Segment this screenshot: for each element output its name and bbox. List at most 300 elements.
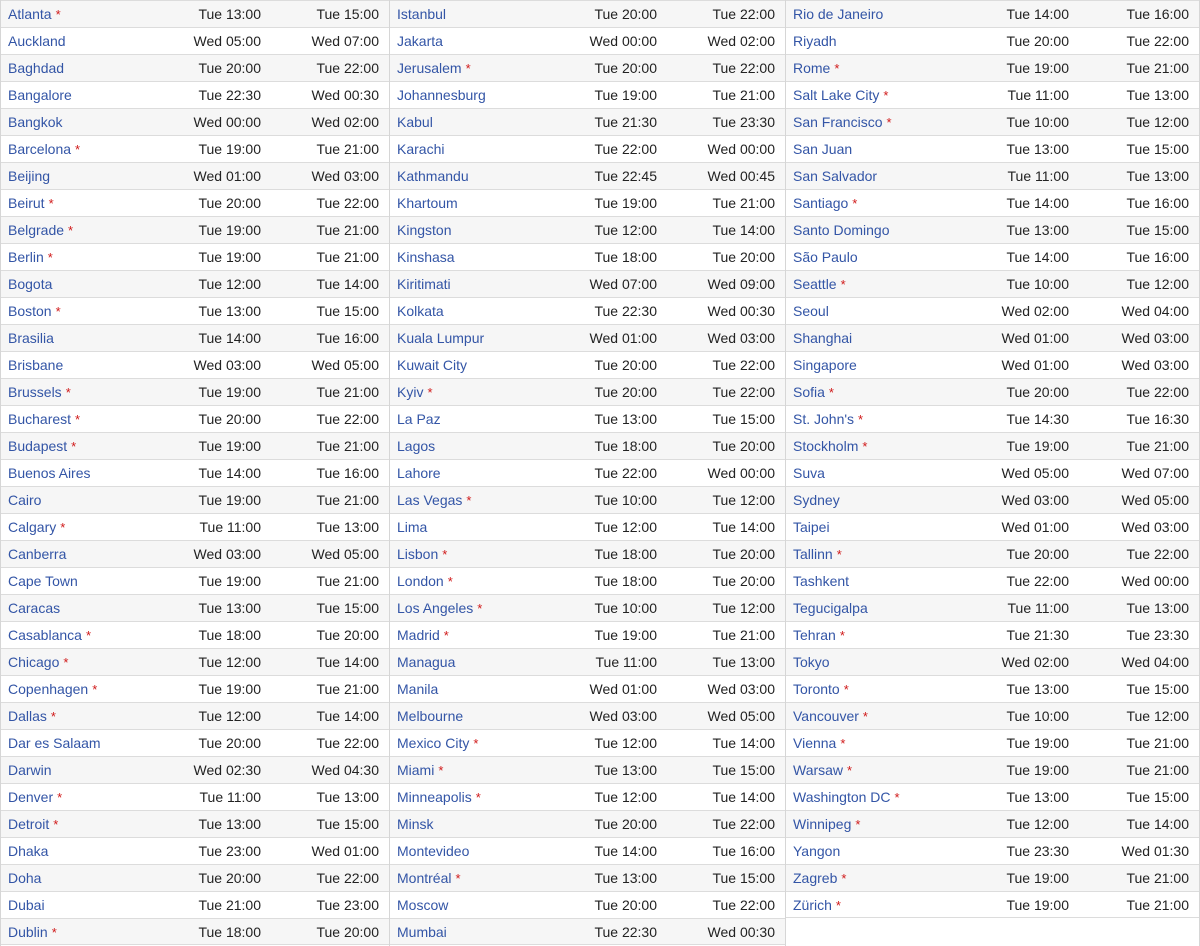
city-link[interactable]: Taipei xyxy=(793,519,830,535)
table-row xyxy=(1,243,389,270)
dst-asterisk: * xyxy=(475,790,481,805)
city-link[interactable]: Calgary xyxy=(8,519,57,535)
city-link[interactable]: La Paz xyxy=(397,411,441,427)
city-link[interactable]: Mexico City xyxy=(397,735,470,751)
dst-asterisk: * xyxy=(442,547,448,562)
time-cell-first: Tue 11:00 xyxy=(595,654,657,670)
city-cell xyxy=(793,843,840,860)
city-link[interactable]: Minsk xyxy=(397,816,434,832)
city-link[interactable]: Miami xyxy=(397,762,435,778)
time-cell-first: Tue 19:00 xyxy=(1006,438,1069,454)
time-cell-first: Tue 22:30 xyxy=(594,924,657,940)
time-cell-second: Tue 16:00 xyxy=(1126,195,1189,211)
city-cell xyxy=(793,330,852,347)
time-cell-second: Wed 00:30 xyxy=(707,924,775,940)
city-link[interactable]: Doha xyxy=(8,870,42,886)
table-row xyxy=(390,432,785,459)
table-row xyxy=(390,0,785,27)
city-link[interactable]: Tehran xyxy=(793,627,836,643)
city-link[interactable]: Winnipeg xyxy=(793,816,852,832)
table-row xyxy=(390,135,785,162)
time-cell-second: Tue 16:30 xyxy=(1126,411,1189,427)
table-row xyxy=(786,513,1199,540)
dst-asterisk: * xyxy=(55,7,61,22)
city-link[interactable]: Lahore xyxy=(397,465,441,481)
time-cell-first: Wed 01:00 xyxy=(1001,330,1069,346)
dst-asterisk: * xyxy=(883,88,889,103)
table-row xyxy=(390,540,785,567)
city-link[interactable]: Kyiv xyxy=(397,384,424,400)
city-link[interactable]: Suva xyxy=(793,465,825,481)
city-cell xyxy=(397,924,447,941)
time-cell-first: Tue 18:00 xyxy=(594,546,657,562)
table-row xyxy=(786,405,1199,432)
city-link[interactable]: Kiritimati xyxy=(397,276,451,292)
city-cell xyxy=(793,519,830,536)
time-cell-first: Tue 12:00 xyxy=(594,789,657,805)
city-link[interactable]: Moscow xyxy=(397,897,449,913)
time-cell-first: Tue 19:00 xyxy=(198,384,261,400)
time-cell-second: Tue 22:00 xyxy=(712,6,775,22)
table-row xyxy=(390,567,785,594)
city-link[interactable]: Istanbul xyxy=(397,6,447,22)
city-link[interactable]: Madrid xyxy=(397,627,440,643)
city-link[interactable]: Lagos xyxy=(397,438,436,454)
city-link[interactable]: Dhaka xyxy=(8,843,49,859)
time-cell-second: Tue 14:00 xyxy=(712,789,775,805)
dst-asterisk: * xyxy=(48,196,54,211)
city-link[interactable]: Kuwait City xyxy=(397,357,468,373)
time-cell-second: Tue 22:00 xyxy=(316,735,379,751)
city-cell xyxy=(8,276,52,293)
city-link[interactable]: Kathmandu xyxy=(397,168,469,184)
table-row xyxy=(1,216,389,243)
time-cell-second: Tue 21:00 xyxy=(316,141,379,157)
table-row xyxy=(390,216,785,243)
dst-asterisk: * xyxy=(862,709,868,724)
city-link[interactable]: San Francisco xyxy=(793,114,883,130)
city-cell xyxy=(8,114,62,131)
time-cell-first: Wed 07:00 xyxy=(589,276,657,292)
city-cell xyxy=(8,573,78,590)
city-link[interactable]: Vancouver xyxy=(793,708,859,724)
city-link[interactable]: Bogota xyxy=(8,276,53,292)
city-link[interactable]: Brussels xyxy=(8,384,62,400)
city-cell xyxy=(8,816,58,833)
city-cell xyxy=(8,843,48,860)
city-cell xyxy=(397,303,444,320)
city-link[interactable]: Singapore xyxy=(793,357,857,373)
city-link[interactable]: Darwin xyxy=(8,762,52,778)
city-link[interactable]: Yangon xyxy=(793,843,841,859)
table-row xyxy=(390,837,785,864)
dst-asterisk: * xyxy=(852,196,858,211)
city-cell xyxy=(8,438,76,455)
city-link[interactable]: Manila xyxy=(397,681,439,697)
city-cell xyxy=(793,789,900,806)
time-cell-second: Tue 13:00 xyxy=(712,654,775,670)
table-row xyxy=(390,27,785,54)
city-cell xyxy=(793,276,846,293)
time-cell-second: Tue 21:00 xyxy=(316,681,379,697)
time-cell-second: Wed 05:00 xyxy=(707,708,775,724)
time-cell-first: Tue 18:00 xyxy=(198,627,261,643)
time-cell-first: Tue 20:00 xyxy=(198,60,261,76)
table-row xyxy=(390,81,785,108)
table-row xyxy=(786,135,1199,162)
time-cell-first: Tue 10:00 xyxy=(594,492,657,508)
city-link[interactable]: Beirut xyxy=(8,195,45,211)
city-link[interactable]: Dubai xyxy=(8,897,45,913)
city-link[interactable]: Atlanta xyxy=(8,6,52,22)
city-link[interactable]: Rome xyxy=(793,60,831,76)
city-link[interactable]: Washington DC xyxy=(793,789,891,805)
city-link[interactable]: Vienna xyxy=(793,735,837,751)
table-row xyxy=(390,648,785,675)
city-cell xyxy=(397,789,481,806)
city-cell xyxy=(8,897,45,914)
city-link[interactable]: Dar es Salaam xyxy=(8,735,101,751)
table-row xyxy=(786,378,1199,405)
city-link[interactable]: Baghdad xyxy=(8,60,65,76)
city-cell xyxy=(793,762,852,779)
dst-asterisk: * xyxy=(466,493,472,508)
time-cell-second: Wed 05:00 xyxy=(311,357,379,373)
table-row xyxy=(390,513,785,540)
time-cell-second: Tue 16:00 xyxy=(316,465,379,481)
city-link[interactable]: Johannesburg xyxy=(397,87,486,103)
time-cell-first: Tue 20:00 xyxy=(198,870,261,886)
city-cell xyxy=(793,465,825,482)
time-cell-first: Tue 11:00 xyxy=(199,519,261,535)
time-cell-first: Tue 13:00 xyxy=(198,816,261,832)
city-link[interactable]: Seoul xyxy=(793,303,829,319)
city-cell xyxy=(397,87,486,104)
time-cell-second: Tue 21:00 xyxy=(1126,60,1189,76)
city-cell xyxy=(793,600,868,617)
city-link[interactable]: Lima xyxy=(397,519,428,535)
city-link[interactable]: Cairo xyxy=(8,492,42,508)
time-cell-second: Tue 12:00 xyxy=(1126,114,1189,130)
table-row xyxy=(1,540,389,567)
time-cell-second: Tue 23:00 xyxy=(316,897,379,913)
time-cell-first: Tue 13:00 xyxy=(1006,141,1069,157)
dst-asterisk: * xyxy=(894,790,900,805)
time-cell-first: Tue 22:00 xyxy=(1006,573,1069,589)
city-link[interactable]: San Juan xyxy=(793,141,853,157)
time-cell-first: Wed 00:00 xyxy=(589,33,657,49)
table-row xyxy=(390,756,785,783)
table-row xyxy=(786,81,1199,108)
city-cell xyxy=(397,60,471,77)
time-cell-first: Tue 22:45 xyxy=(594,168,657,184)
table-row xyxy=(390,729,785,756)
city-link[interactable]: Los Angeles xyxy=(397,600,474,616)
city-link[interactable]: Barcelona xyxy=(8,141,72,157)
city-cell xyxy=(8,762,52,779)
time-cell-first: Wed 01:00 xyxy=(1001,357,1069,373)
city-link[interactable]: Zagreb xyxy=(793,870,838,886)
time-cell-second: Wed 03:00 xyxy=(311,168,379,184)
dst-asterisk: * xyxy=(92,682,98,697)
time-cell-first: Tue 19:00 xyxy=(198,141,261,157)
time-cell-second: Tue 22:00 xyxy=(316,870,379,886)
time-cell-first: Tue 13:00 xyxy=(594,411,657,427)
city-link[interactable]: Seattle xyxy=(793,276,837,292)
city-link[interactable]: Karachi xyxy=(397,141,445,157)
city-link[interactable]: Dallas xyxy=(8,708,47,724)
city-cell xyxy=(397,276,451,293)
city-link[interactable]: Cape Town xyxy=(8,573,78,589)
table-row xyxy=(786,486,1199,513)
time-cell-second: Wed 09:00 xyxy=(707,276,775,292)
time-cell-second: Wed 00:30 xyxy=(311,87,379,103)
time-cell-first: Tue 13:00 xyxy=(198,600,261,616)
city-cell xyxy=(397,249,455,266)
table-row xyxy=(1,729,389,756)
time-cell-second: Tue 23:30 xyxy=(1126,627,1189,643)
table-row xyxy=(1,756,389,783)
city-link[interactable]: Rio de Janeiro xyxy=(793,6,884,22)
city-cell xyxy=(397,114,433,131)
city-cell xyxy=(793,141,852,158)
table-row xyxy=(786,648,1199,675)
city-link[interactable]: Brisbane xyxy=(8,357,64,373)
city-cell xyxy=(397,33,443,50)
city-link[interactable]: Khartoum xyxy=(397,195,458,211)
table-row xyxy=(390,243,785,270)
time-cell-first: Tue 18:00 xyxy=(594,573,657,589)
city-link[interactable]: Sydney xyxy=(793,492,840,508)
city-link[interactable]: Kinshasa xyxy=(397,249,455,265)
city-link[interactable]: Copenhagen xyxy=(8,681,89,697)
time-cell-first: Wed 02:00 xyxy=(1001,654,1069,670)
time-cell-first: Tue 14:00 xyxy=(198,465,261,481)
city-cell xyxy=(8,168,50,185)
city-cell xyxy=(8,924,57,941)
city-link[interactable]: Belgrade xyxy=(8,222,65,238)
city-link[interactable]: Casablanca xyxy=(8,627,82,643)
time-cell-second: Tue 15:00 xyxy=(316,600,379,616)
city-link[interactable]: Tegucigalpa xyxy=(793,600,868,616)
city-link[interactable]: Lisbon xyxy=(397,546,439,562)
city-cell xyxy=(793,492,840,509)
table-row xyxy=(390,459,785,486)
city-link[interactable]: Caracas xyxy=(8,600,61,616)
city-link[interactable]: Toronto xyxy=(793,681,840,697)
city-link[interactable]: Tashkent xyxy=(793,573,850,589)
time-cell-second: Tue 12:00 xyxy=(712,600,775,616)
city-cell xyxy=(397,465,441,482)
city-link[interactable]: Budapest xyxy=(8,438,68,454)
table-row xyxy=(1,837,389,864)
time-cell-second: Wed 01:30 xyxy=(1121,843,1189,859)
time-cell-second: Tue 13:00 xyxy=(1126,87,1189,103)
city-link[interactable]: Buenos Aires xyxy=(8,465,91,481)
city-link[interactable]: Las Vegas xyxy=(397,492,463,508)
city-link[interactable]: Chicago xyxy=(8,654,60,670)
time-cell-second: Tue 20:00 xyxy=(712,546,775,562)
time-cell-first: Wed 05:00 xyxy=(193,33,261,49)
time-cell-first: Tue 22:00 xyxy=(594,141,657,157)
city-column-1 xyxy=(0,0,389,946)
time-cell-second: Tue 15:00 xyxy=(712,870,775,886)
time-cell-second: Wed 03:00 xyxy=(1121,330,1189,346)
city-link[interactable]: Boston xyxy=(8,303,52,319)
city-link[interactable]: Bangalore xyxy=(8,87,72,103)
table-row xyxy=(390,702,785,729)
time-cell-second: Tue 23:30 xyxy=(712,114,775,130)
time-cell-first: Wed 01:00 xyxy=(589,330,657,346)
city-cell xyxy=(397,843,469,860)
city-cell xyxy=(793,303,829,320)
city-link[interactable]: Riyadh xyxy=(793,33,837,49)
time-cell-second: Wed 00:00 xyxy=(707,465,775,481)
time-cell-second: Tue 22:00 xyxy=(712,60,775,76)
city-cell xyxy=(8,654,68,671)
city-link[interactable]: Detroit xyxy=(8,816,50,832)
table-row xyxy=(390,270,785,297)
time-cell-first: Tue 14:00 xyxy=(1006,195,1069,211)
table-row xyxy=(786,675,1199,702)
time-cell-first: Wed 01:00 xyxy=(1001,519,1069,535)
city-link[interactable]: Beijing xyxy=(8,168,51,184)
dst-asterisk: * xyxy=(57,790,63,805)
city-link[interactable]: Berlin xyxy=(8,249,44,265)
time-cell-first: Tue 22:30 xyxy=(594,303,657,319)
city-link[interactable]: Canberra xyxy=(8,546,67,562)
time-cell-second: Wed 01:00 xyxy=(311,843,379,859)
table-row xyxy=(786,567,1199,594)
city-link[interactable]: Warsaw xyxy=(793,762,844,778)
time-cell-second: Wed 04:00 xyxy=(1121,654,1189,670)
dst-asterisk: * xyxy=(828,385,834,400)
time-cell-second: Tue 22:00 xyxy=(712,357,775,373)
dst-asterisk: * xyxy=(477,601,483,616)
city-link[interactable]: Brasilia xyxy=(8,330,54,346)
table-row xyxy=(1,513,389,540)
city-link[interactable]: Dublin xyxy=(8,924,48,940)
city-cell xyxy=(397,384,433,401)
city-cell xyxy=(8,33,66,50)
city-link[interactable]: Melbourne xyxy=(397,708,464,724)
dst-asterisk: * xyxy=(840,736,846,751)
table-row xyxy=(390,162,785,189)
time-cell-first: Tue 12:00 xyxy=(198,276,261,292)
table-row xyxy=(1,324,389,351)
table-row xyxy=(390,621,785,648)
table-row xyxy=(390,378,785,405)
time-cell-second: Tue 15:00 xyxy=(1126,789,1189,805)
city-cell xyxy=(8,222,73,239)
city-cell xyxy=(8,519,65,536)
city-link[interactable]: Jakarta xyxy=(397,33,443,49)
time-cell-first: Wed 03:00 xyxy=(1001,492,1069,508)
city-cell xyxy=(793,708,868,725)
time-cell-first: Tue 12:00 xyxy=(594,519,657,535)
city-link[interactable]: Kabul xyxy=(397,114,433,130)
time-cell-first: Tue 19:00 xyxy=(198,438,261,454)
table-row xyxy=(786,54,1199,81)
table-row xyxy=(390,108,785,135)
city-cell xyxy=(8,6,61,23)
city-cell xyxy=(793,897,841,914)
city-link[interactable]: Tokyo xyxy=(793,654,830,670)
city-cell xyxy=(8,60,64,77)
city-cell xyxy=(397,438,435,455)
dst-asterisk: * xyxy=(65,385,71,400)
city-link[interactable]: Kingston xyxy=(397,222,452,238)
city-link[interactable]: Managua xyxy=(397,654,456,670)
table-row xyxy=(1,81,389,108)
time-cell-second: Tue 20:00 xyxy=(316,627,379,643)
city-link[interactable]: Denver xyxy=(8,789,54,805)
time-cell-second: Wed 04:30 xyxy=(311,762,379,778)
city-cell xyxy=(8,600,60,617)
city-link[interactable]: Kuala Lumpur xyxy=(397,330,485,346)
city-link[interactable]: Montréal xyxy=(397,870,452,886)
city-link[interactable]: Shanghai xyxy=(793,330,853,346)
city-link[interactable]: Bucharest xyxy=(8,411,72,427)
time-cell-first: Tue 20:00 xyxy=(1006,33,1069,49)
time-cell-second: Wed 05:00 xyxy=(1121,492,1189,508)
time-cell-second: Tue 15:00 xyxy=(712,411,775,427)
table-row xyxy=(390,54,785,81)
city-cell xyxy=(793,735,845,752)
city-link[interactable]: Mumbai xyxy=(397,924,447,940)
city-cell xyxy=(397,411,441,428)
table-row xyxy=(786,837,1199,864)
city-link[interactable]: Bangkok xyxy=(8,114,63,130)
city-link[interactable]: São Paulo xyxy=(793,249,858,265)
city-link[interactable]: Santo Domingo xyxy=(793,222,890,238)
time-cell-second: Tue 13:00 xyxy=(316,519,379,535)
city-link[interactable]: Sofia xyxy=(793,384,825,400)
dst-asterisk: * xyxy=(836,547,842,562)
time-cell-second: Wed 02:00 xyxy=(707,33,775,49)
table-row xyxy=(1,351,389,378)
time-cell-first: Tue 19:00 xyxy=(1006,735,1069,751)
city-link[interactable]: Stockholm xyxy=(793,438,859,454)
city-link[interactable]: Tallinn xyxy=(793,546,833,562)
city-cell xyxy=(397,654,455,671)
time-cell-first: Tue 20:00 xyxy=(594,357,657,373)
time-cell-second: Tue 22:00 xyxy=(316,195,379,211)
city-link[interactable]: Jerusalem xyxy=(397,60,462,76)
time-cell-second: Tue 14:00 xyxy=(712,735,775,751)
table-row xyxy=(390,405,785,432)
city-link[interactable]: Zürich xyxy=(793,897,832,913)
time-cell-second: Tue 12:00 xyxy=(1126,708,1189,724)
city-link[interactable]: Minneapolis xyxy=(397,789,472,805)
city-link[interactable]: London xyxy=(397,573,444,589)
time-cell-first: Tue 14:00 xyxy=(198,330,261,346)
city-link[interactable]: Kolkata xyxy=(397,303,444,319)
time-cell-second: Tue 15:00 xyxy=(1126,222,1189,238)
city-link[interactable]: St. John's xyxy=(793,411,855,427)
city-link[interactable]: Auckland xyxy=(8,33,66,49)
city-cell xyxy=(793,6,883,23)
dst-asterisk: * xyxy=(60,520,66,535)
city-link[interactable]: Montevideo xyxy=(397,843,470,859)
table-row xyxy=(786,189,1199,216)
time-cell-first: Tue 10:00 xyxy=(1006,276,1069,292)
time-cell-second: Tue 14:00 xyxy=(712,222,775,238)
table-row xyxy=(786,540,1199,567)
city-link[interactable]: Salt Lake City xyxy=(793,87,880,103)
city-link[interactable]: Santiago xyxy=(793,195,849,211)
city-link[interactable]: San Salvador xyxy=(793,168,878,184)
